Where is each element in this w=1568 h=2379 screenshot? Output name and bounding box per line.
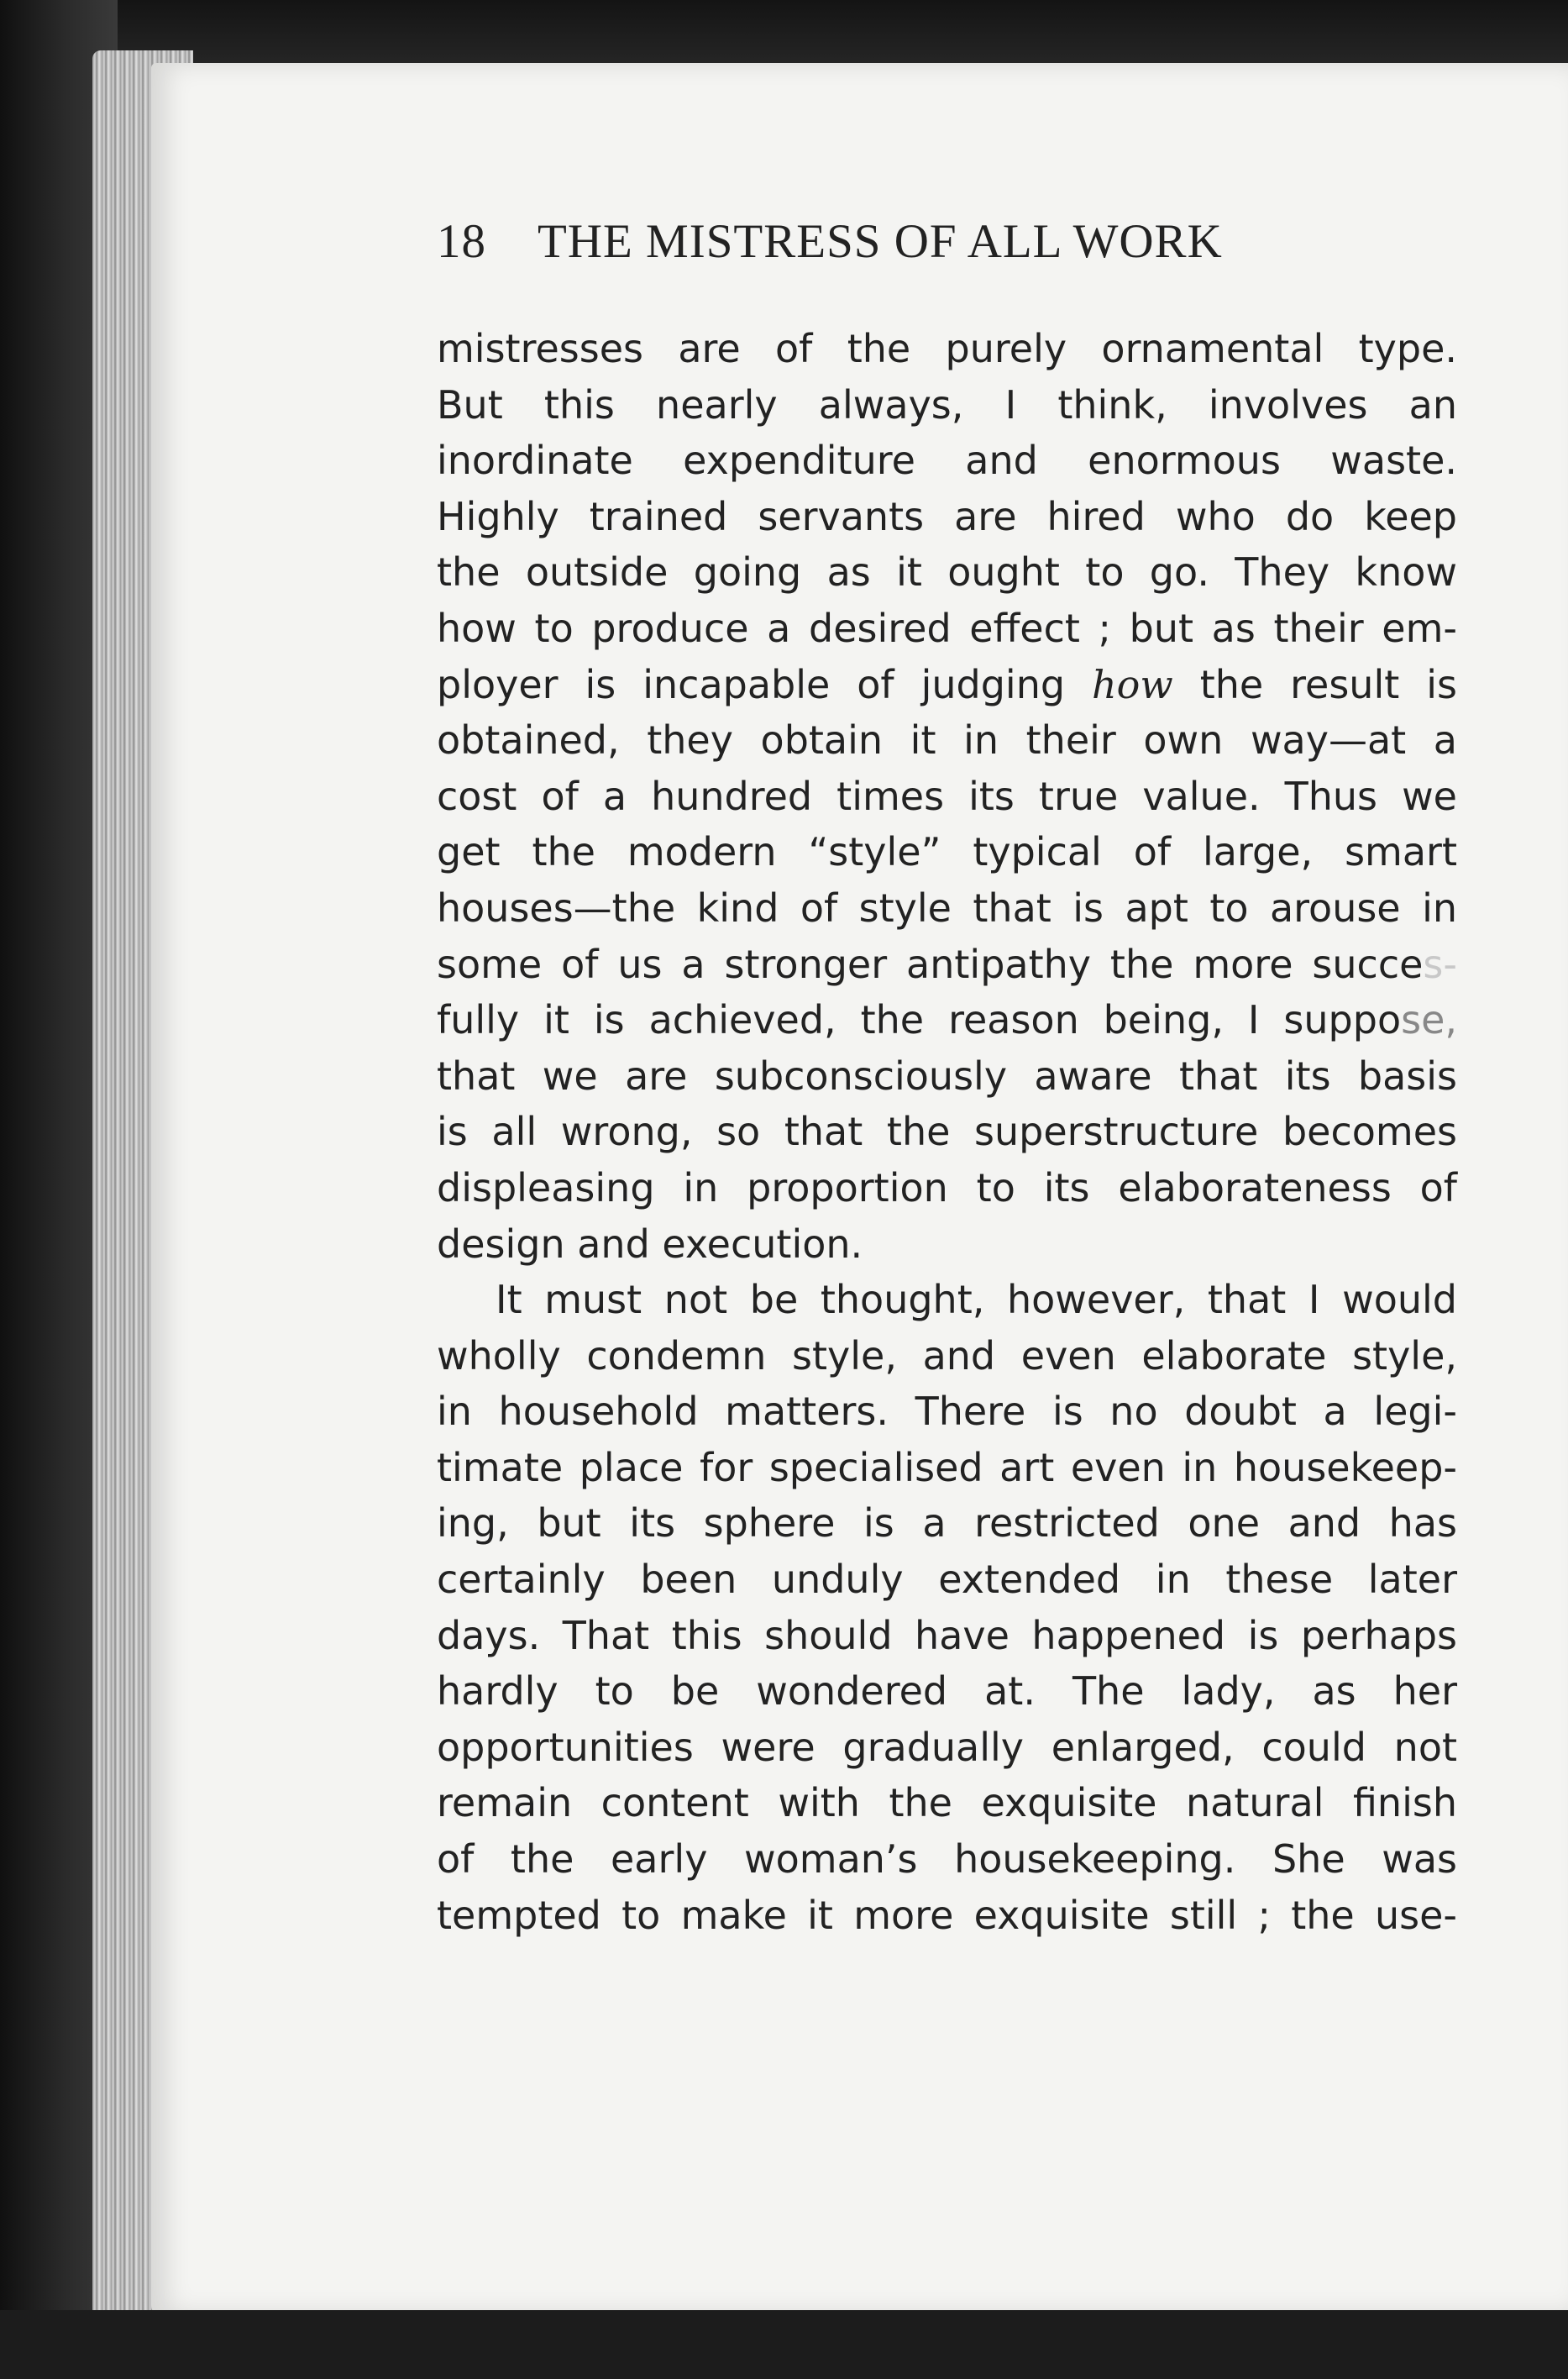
text-line: wholly condemn style, and even elaborate style,: [437, 1332, 1457, 1379]
text-line: how to produce a desired effect ; but as their em-: [437, 605, 1457, 651]
book-binding-top: [0, 0, 1568, 67]
text-line: hardly to be wondered at. The lady, as her: [437, 1668, 1457, 1715]
text-line: certainly been unduly extended in these later: [437, 1557, 1457, 1603]
text-line: mistresses are of the purely ornamental type.: [437, 326, 1457, 371]
text-segment: fully it is achieved, the reason being, I suppo: [437, 997, 1402, 1043]
faded-text: s-: [1423, 941, 1457, 987]
page-number: 18: [437, 215, 486, 268]
text-line: that we are subconsciously aware that its basis: [437, 1053, 1457, 1099]
text-line: ing, but its sphere is a restricted one and has: [437, 1500, 1457, 1547]
text-line: inordinate expenditure and enormous waste.: [437, 438, 1457, 484]
page-header: [437, 214, 1377, 281]
scan-bottom-border: [0, 2310, 1568, 2379]
faded-text: se,: [1401, 997, 1457, 1043]
text-line: [437, 937, 1457, 993]
text-line: Highly trained servants are hired who do keep: [437, 493, 1457, 539]
text-line: displeasing in proportion to its elaborateness of: [437, 1164, 1457, 1211]
text-line: But this nearly always, I think, involves an: [437, 381, 1457, 428]
body-text: [437, 321, 1457, 1943]
running-title: THE MISTRESS OF ALL WORK: [538, 215, 1223, 268]
text-line: houses—the kind of style that is apt to arouse in: [437, 885, 1457, 931]
text-line: remain content with the exquisite natural finish: [437, 1780, 1457, 1826]
text-line: is all wrong, so that the superstructure becomes: [437, 1109, 1457, 1155]
italic-word: how: [1092, 661, 1173, 707]
text-line: in household matters. There is no doubt a legi-: [437, 1389, 1457, 1435]
text-line: It must not be thought, however, that I would: [496, 1277, 1457, 1323]
text-line: obtained, they obtain it in their own way—at a: [437, 717, 1457, 764]
text-segment: the result is: [1199, 661, 1457, 707]
text-segment: some of us a stronger antipathy the more succe: [437, 941, 1424, 987]
text-line: opportunities were gradually enlarged, could not: [437, 1724, 1457, 1770]
text-line: the outside going as it ought to go. They know: [437, 549, 1457, 596]
text-line: design and execution.: [437, 1221, 863, 1267]
text-line: of the early woman’s housekeeping. She was: [437, 1836, 1457, 1883]
text-line: [437, 992, 1457, 1048]
text-line: cost of a hundred times its true value. Thus we: [437, 773, 1457, 819]
text-line: tempted to make it more exquisite still ; the use-: [437, 1892, 1457, 1938]
text-line: timate place for specialised art even in housekeep-: [437, 1444, 1457, 1490]
text-line: get the modern “style” typical of large, smart: [437, 829, 1457, 875]
text-line: days. That this should have happened is perhaps: [437, 1612, 1457, 1658]
text-line: [437, 657, 1457, 713]
text-segment: ployer is incapable of judging: [437, 661, 1066, 707]
